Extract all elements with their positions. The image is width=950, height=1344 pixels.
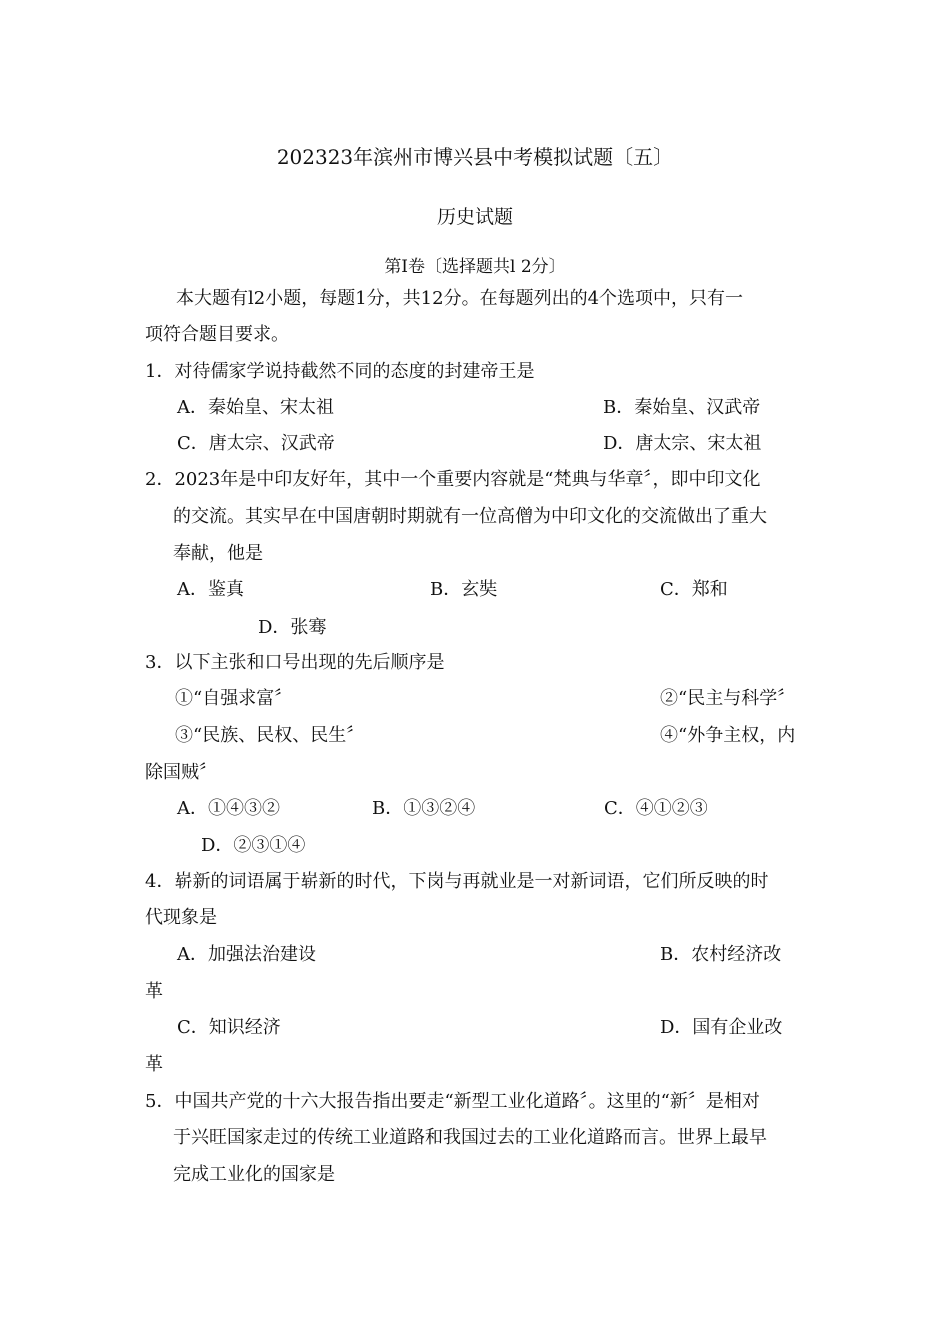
q1-option-b: B．秦始皇、汉武帝 [603,397,761,418]
q2-stem-line-1: 2．2023年是中印友好年，其中一个重要内容就是“梵典与华章〞，即中印文化 [145,469,761,490]
q4-option-a: A．加强法治建设 [177,944,316,965]
q4-option-d-cont: 革 [145,1054,163,1075]
q2-option-a: A．鉴真 [177,579,244,600]
q3-item-4-cont: 除国贼〞 [145,762,217,783]
q4-stem-line-1: 4．崭新的词语属于崭新的时代，下岗与再就业是一对新词语，它们所反映的时 [145,871,769,892]
q5-stem-line-3: 完成工业化的国家是 [173,1164,335,1185]
instructions-line-1: 本大题有l2小题，每题1分，共12分。在每题列出的4个选项中，只有一 [176,288,744,309]
q4-stem-line-2: 代现象是 [145,907,217,928]
q3-option-a: A．①④③② [177,798,280,819]
q3-option-c: C．④①②③ [604,798,708,819]
q1-option-c: C．唐太宗、汉武帝 [177,433,335,454]
subject-title: 历史试题 [436,206,513,228]
q1-option-d: D．唐太宗、宋太祖 [603,433,762,454]
q3-option-d: D．②③①④ [201,835,306,856]
q2-option-d: D．张骞 [258,617,327,638]
q3-stem: 3．以下主张和口号出现的先后顺序是 [145,652,445,673]
q1-stem: 1．对待儒家学说持截然不同的态度的封建帝王是 [145,361,535,382]
q3-item-1: ①“自强求富〞 [175,688,293,709]
q4-option-b-cont: 革 [145,981,163,1002]
q5-stem-line-1: 5．中国共产党的十六大报告指出要走“新型工业化道路〞。这里的“新〞是相对 [145,1091,760,1112]
q4-option-d: D．国有企业改 [660,1017,783,1038]
q3-item-3: ③“民族、民权、民生〞 [175,725,365,746]
exam-title: 202323年滨州市博兴县中考模拟试题〔五〕 [276,145,674,169]
q4-option-c: C．知识经济 [177,1017,281,1038]
q2-option-b: B．玄奘 [430,579,498,600]
q2-option-c: C．郑和 [660,579,728,600]
instructions-line-2: 项符合题目要求。 [145,324,289,345]
q2-stem-line-3: 奉献，他是 [173,543,263,564]
section-heading: 第Ⅰ卷〔选择题共l 2分〕 [384,257,566,277]
q3-item-2: ②“民主与科学〞 [660,688,796,709]
q3-item-4: ④“外争主权，内 [660,725,796,746]
q4-option-b: B．农村经济改 [660,944,782,965]
q1-option-a: A．秦始皇、宋太祖 [177,397,334,418]
q3-option-b: B．①③②④ [372,798,476,819]
q5-stem-line-2: 于兴旺国家走过的传统工业道路和我国过去的工业化道路而言。世界上最早 [173,1127,767,1148]
q2-stem-line-2: 的交流。其实早在中国唐朝时期就有一位高僧为中印文化的交流做出了重大 [173,506,767,527]
